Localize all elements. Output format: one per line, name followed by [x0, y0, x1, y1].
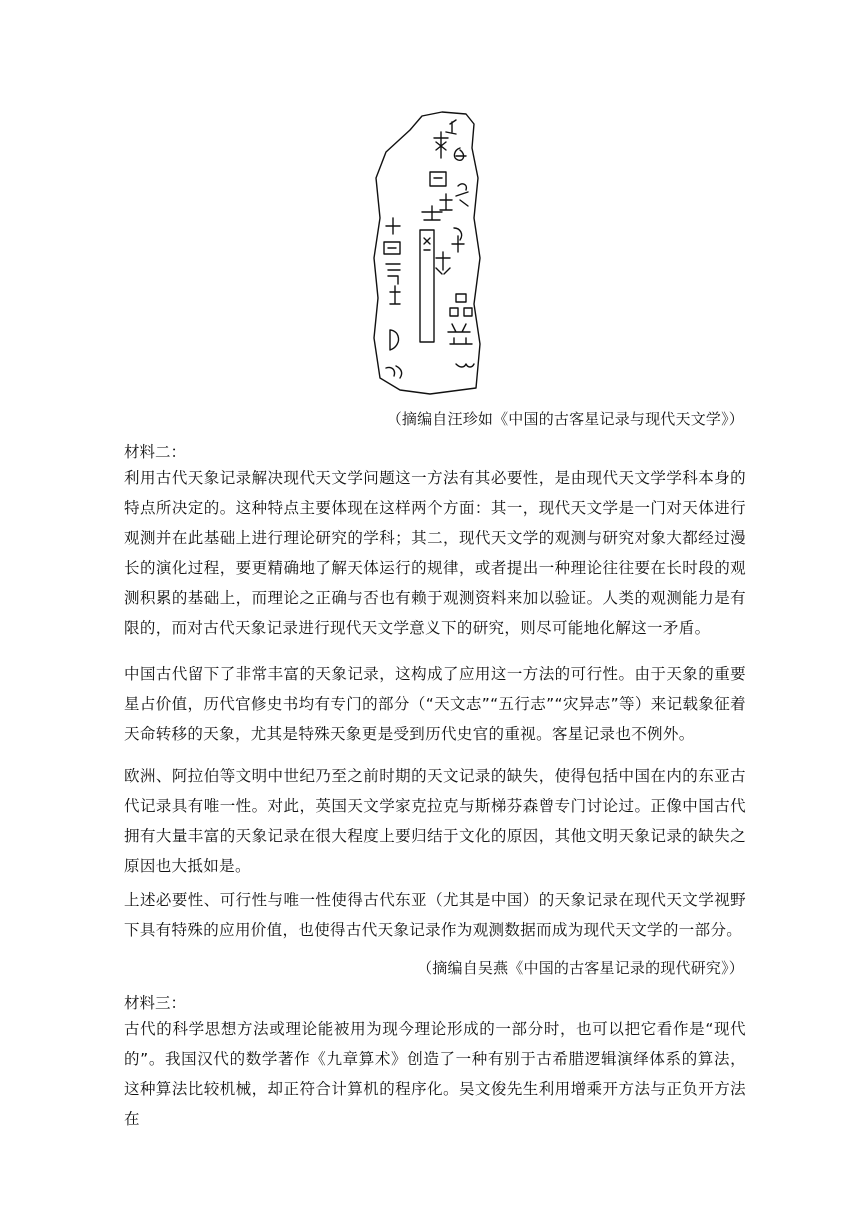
section-3-title: 材料三： [124, 994, 187, 1012]
section-2-title: 材料二： [124, 443, 187, 461]
section-2-paragraph: 利用古代天象记录解决现代天文学问题这一方法有其必要性，是由现代天文学学科本身的特点所决定的。这种特点主要体现在这样两个方面：其一，现代天文学是一门对天体进行观测并在此基础上进行理论研究的学科；其二，现代天文学的观测与研究对象大都经过漫长的演化过程，要更精确地了解天体运行的规律，或者提出一种理论往往要在长时段的观测积累的基础上，而理论之正确与否也有赖于观测资料来加以验证。人类的观测能力是有限的，而对古代天象记录进行现代天文学意义下的研究，则尽可能地化解这一矛盾。 [124, 469, 746, 637]
image-source-caption: （摘编自汪珍如《中国的古客星记录与现代天文学》） [386, 410, 744, 428]
oracle-bone-inscription-image [370, 108, 490, 398]
section-2-paragraph: 上述必要性、可行性与唯一性使得古代东亚（尤其是中国）的天象记录在现代天文学视野下具有特殊的应用价值，也使得古代天象记录作为观测数据而成为现代天文学的一部分。 [124, 891, 746, 939]
section-2-paragraph: 中国古代留下了非常丰富的天象记录，这构成了应用这一方法的可行性。由于天象的重要星占价值，历代官修史书均有专门的部分（“天文志”“五行志”“灾异志”等）来记载象征着天命转移的天象，尤其是特殊天象更是受到历代史官的重视。客星记录也不例外。 [124, 665, 746, 743]
section-2-paragraph: 欧洲、阿拉伯等文明中世纪乃至之前时期的天文记录的缺失，使得包括中国在内的东亚古代记录具有唯一性。对此，英国天文学家克拉克与斯梯芬森曾专门讨论过。正像中国古代拥有大量丰富的天象记录在很大程度上要归结于文化的原因，其他文明天象记录的缺失之原因也大抵如是。 [124, 767, 746, 875]
section-2-source-caption: （摘编自吴燕《中国的古客星记录的现代研究》） [417, 959, 744, 977]
section-3-paragraph: 古代的科学思想方法或理论能被用为现今理论形成的一部分时，也可以把它看作是“现代的”。我国汉代的数学著作《九章算术》创造了一种有别于古希腊逻辑演绎体系的算法，这种算法比较机械，却正符合计算机的程序化。吴文俊先生利用增乘开方法与正负开方法在 [124, 1020, 746, 1128]
